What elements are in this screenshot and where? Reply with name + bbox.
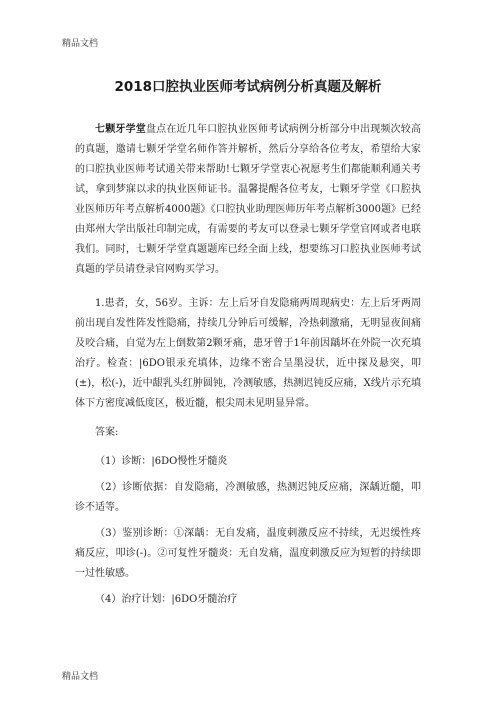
answer-treatment-plan: （4）治疗计划：|6DO牙髓治疗: [95, 594, 238, 605]
case-section: [75, 294, 421, 414]
answer-differential-diagnosis: （3）鉴别诊断：①深龋：无自发痛，温度刺激反应不持续，无迟缓性疼痛反应，叩诊(-)。②可复性牙髓炎：无自发痛，温度刺激反应为短暂的持续即一过性敏感。: [75, 528, 421, 579]
page-footer: 精品文档: [62, 672, 99, 682]
document-title: 2018口腔执业医师考试病例分析真题及解析: [114, 79, 382, 95]
intro-section: [75, 120, 421, 280]
brand-name: 七颗牙学堂: [95, 124, 146, 135]
answer-diagnostic-basis: （2）诊断依据：自发隐痛，冷测敏感，热测迟钝反应痛，深龋近髓，叩诊不适等。: [75, 482, 421, 513]
page-header: 精品文档: [62, 39, 99, 49]
answer-diagnosis: （1）诊断：|6DO慢性牙髓炎: [95, 456, 228, 467]
answers-section: [75, 423, 421, 616]
intro-paragraph: [75, 120, 421, 280]
intro-text: 盘点在近几年口腔执业医师考试病例分析部分中出现频次较高的真题，邀请七颗牙学堂名师作答并解析，然后分享给各位考友，希望给大家的口腔执业医师考试通关带来帮助!七颗牙学堂衷心祝愿考生们都能顺利通关考试，拿到梦寐以求的执业医师证书。温馨提醒各位考友，七颗牙学堂《口腔执业医师历年考点解析4000题》《口腔执业助理医师历年考点解析3000题》已经由郑州大学出版社印制完成，有需要的考友可以登录七颗牙学堂官网或者电联我们。同时，七颗牙学堂真题题库已经全面上线，想要练习口腔执业医师考试真题的学员请登录官网购买学习。: [75, 124, 422, 275]
case-paragraph: 1.患者，女，56岁。主诉：左上后牙自发隐痛两周现病史：左上后牙两周前出现自发性阵发性隐痛，持续几分钟后可缓解，冷热刺激痛，无明显夜间痛及咬合痛，自觉为左上倒数第2颗牙痛，患牙曾于1年前因龋坏在外院一次充填治疗。检查：|6DO银汞充填体，边缘不密合呈墨浸状，近中探及悬突，叩(±)，松(-)，近中龈乳头红肿圆钝，冷测敏感，热测迟钝反应痛，X线片示充填体下方密度减低度区，极近髓，根尖周未见明显异常。: [75, 298, 421, 409]
answers-heading: 答案:: [95, 427, 119, 438]
